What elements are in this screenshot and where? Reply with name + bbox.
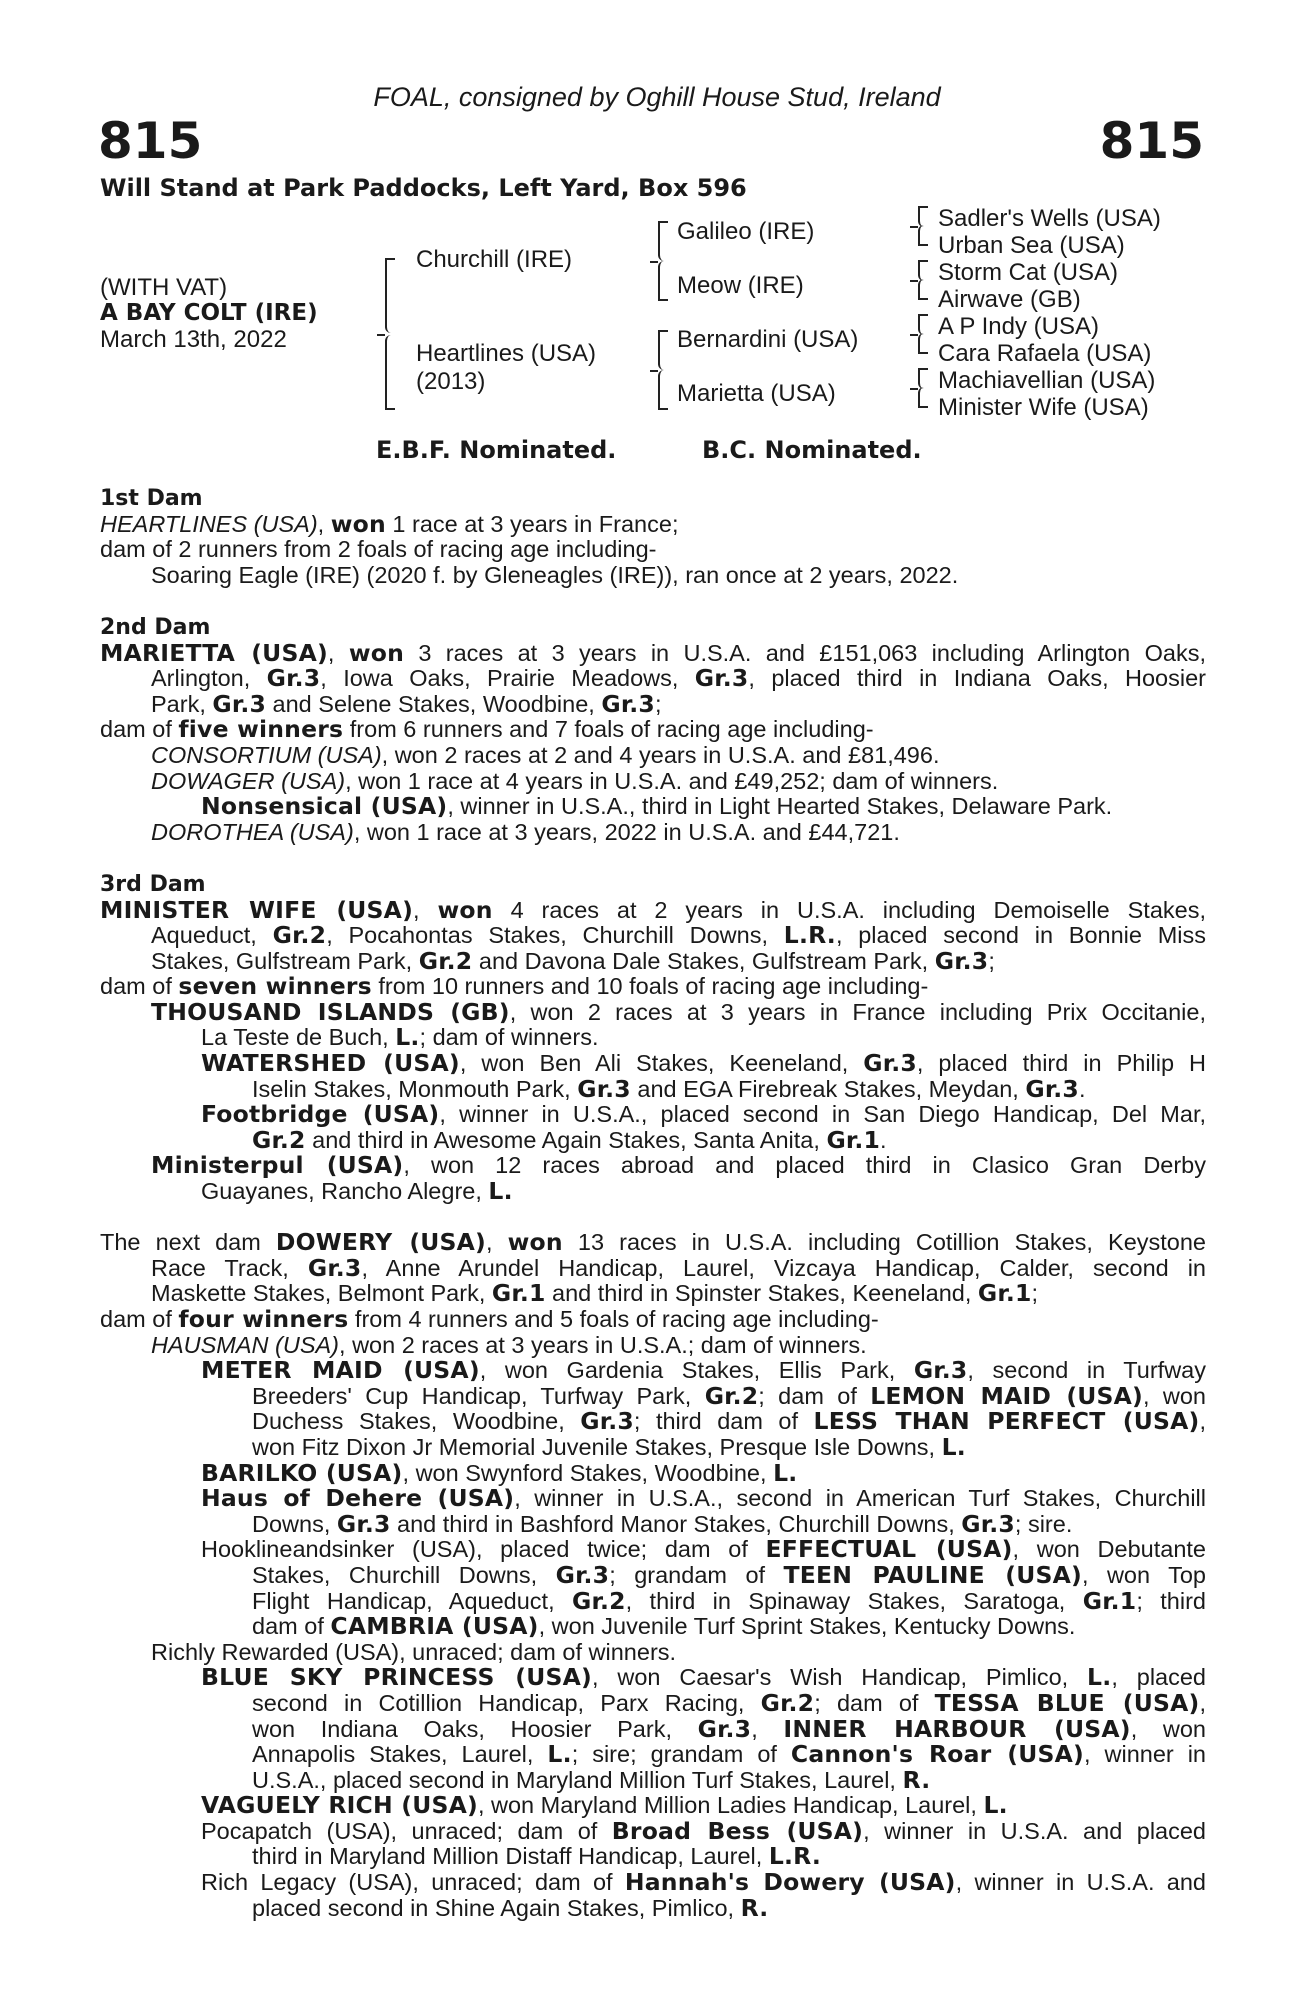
stand-location: Will Stand at Park Paddocks, Left Yard, Box 596 bbox=[100, 174, 747, 202]
text-run: Gr.2 bbox=[760, 1688, 815, 1717]
dam-year: (2013) bbox=[416, 368, 486, 395]
text-run: MARIETTA (USA) bbox=[100, 638, 328, 667]
text-run: Downs, bbox=[252, 1510, 337, 1537]
text-run: ; third dam of bbox=[633, 1408, 814, 1435]
horse-name: A BAY COLT (IRE) bbox=[100, 300, 318, 326]
text-run: ; dam of bbox=[814, 1689, 935, 1716]
text-run: Arlington, bbox=[151, 665, 267, 692]
text-run: TESSA BLUE (USA) bbox=[934, 1688, 1200, 1717]
record-line bbox=[100, 1486, 1206, 1512]
catalogue-body bbox=[100, 485, 1206, 1921]
text-run: Gr.1 bbox=[1082, 1586, 1137, 1615]
text-run: Gr.3 bbox=[863, 1049, 917, 1078]
text-run: The next dam bbox=[100, 1229, 276, 1256]
text-run: Gr.2 bbox=[272, 921, 327, 950]
record-line bbox=[100, 1844, 1206, 1870]
consignor-line: FOAL, consigned by Oghill House Stud, Ireland bbox=[373, 82, 941, 112]
text-run: Gr.3 bbox=[934, 946, 989, 975]
text-run: Park, bbox=[151, 690, 213, 717]
text-run: EFFECTUAL (USA) bbox=[765, 1535, 1013, 1564]
lot-number-left: 815 bbox=[98, 112, 203, 170]
text-run: METER MAID (USA) bbox=[201, 1356, 480, 1385]
record-line bbox=[100, 1640, 1206, 1666]
record-line bbox=[100, 638, 1206, 667]
text-run: and EGA Firebreak Stakes, Meydan, bbox=[630, 1075, 1026, 1102]
text-run: dam of bbox=[100, 973, 179, 1000]
text-run: La Teste de Buch, bbox=[201, 1024, 396, 1051]
text-run: R. bbox=[740, 1893, 769, 1922]
text-run: , bbox=[486, 1229, 508, 1256]
text-run: won bbox=[348, 638, 404, 667]
text-run: , won Swynford Stakes, Woodbine, bbox=[402, 1459, 774, 1486]
section-gap bbox=[100, 1205, 1206, 1231]
text-run: dam of bbox=[100, 716, 179, 743]
text-run: , placed third in Philip H bbox=[916, 1050, 1206, 1077]
text-run: Gr.3 bbox=[913, 1356, 968, 1385]
text-run: ; grandam of bbox=[609, 1561, 784, 1588]
text-run: DOWERY (USA) bbox=[275, 1228, 486, 1257]
text-run: , winner in U.S.A., third in Light Hearted Stakes, Delaware Park. bbox=[447, 793, 1113, 820]
text-run: , winner in U.S.A. and bbox=[955, 1869, 1206, 1896]
text-run: MINISTER WIFE (USA) bbox=[100, 895, 414, 924]
text-run: dam of 2 runners from 2 foals of racing age including- bbox=[100, 536, 657, 563]
text-run: BLUE SKY PRINCESS (USA) bbox=[201, 1663, 592, 1692]
record-line bbox=[100, 1586, 1206, 1615]
record-line bbox=[100, 946, 1206, 975]
text-run: , won Juvenile Turf Sprint Stakes, Kentucky Downs. bbox=[538, 1613, 1076, 1640]
text-run: Gr.3 bbox=[601, 689, 655, 718]
granddam-2: Urban Sea (USA) bbox=[938, 232, 1125, 259]
sire: Churchill (IRE) bbox=[416, 246, 573, 273]
text-run: placed second in Shine Again Stakes, Pimlico, bbox=[252, 1894, 741, 1921]
record-line bbox=[100, 820, 1206, 846]
text-run: WATERSHED (USA) bbox=[201, 1049, 460, 1078]
text-run: , bbox=[317, 510, 331, 537]
lot-number-right: 815 bbox=[1099, 112, 1204, 170]
dam-sire: Bernardini (USA) bbox=[677, 326, 859, 353]
record-line bbox=[100, 1409, 1206, 1435]
granddam-8: Minister Wife (USA) bbox=[938, 394, 1149, 421]
text-run: , winner in bbox=[1083, 1741, 1206, 1768]
section-heading: 3rd Dam bbox=[100, 871, 206, 897]
text-run: L. bbox=[547, 1740, 572, 1769]
record-line bbox=[100, 871, 1206, 898]
text-run: Cannon's Roar (USA) bbox=[790, 1740, 1084, 1769]
text-run: third in Maryland Million Distaff Handicap, Laurel, bbox=[252, 1843, 769, 1870]
text-run: Gr.1 bbox=[491, 1279, 546, 1308]
text-run: Gr.3 bbox=[577, 1074, 631, 1103]
foaling-date: March 13th, 2022 bbox=[100, 326, 287, 353]
record-line bbox=[100, 1793, 1206, 1819]
record-line bbox=[100, 1509, 1206, 1538]
text-run: Gr.3 bbox=[694, 664, 749, 693]
section-gap bbox=[100, 588, 1206, 614]
text-run: Gr.1 bbox=[977, 1279, 1032, 1308]
text-run: 3 races at 3 years in U.S.A. and £151,063 including Arlington Oaks, bbox=[404, 639, 1206, 666]
record-line bbox=[100, 923, 1206, 949]
record-line bbox=[100, 1893, 1206, 1922]
record-line bbox=[100, 1381, 1206, 1410]
text-run: ; dam of bbox=[758, 1382, 871, 1409]
text-run: Pocapatch (USA), unraced; dam of bbox=[201, 1817, 612, 1844]
text-run: and third in Bashford Manor Stakes, Churchill Downs, bbox=[390, 1510, 962, 1537]
text-run: , won 1 race at 4 years in U.S.A. and £49,252; dam of winners. bbox=[345, 767, 999, 794]
text-run: , bbox=[1199, 1408, 1206, 1435]
text-run: Nonsensical (USA) bbox=[201, 792, 448, 821]
text-run: , won Top bbox=[1081, 1561, 1206, 1588]
text-run: , won Debutante bbox=[1012, 1536, 1206, 1563]
text-run: won bbox=[330, 509, 386, 538]
text-run: VAGUELY RICH (USA) bbox=[201, 1791, 478, 1820]
text-run: seven winners bbox=[178, 972, 372, 1001]
text-run: L. bbox=[395, 1023, 420, 1052]
text-run: Gr.2 bbox=[252, 1125, 306, 1154]
text-run: Aqueduct, bbox=[151, 922, 273, 949]
text-run: dam of bbox=[100, 1306, 179, 1332]
text-run: , winner in U.S.A., placed second in San Diego Handicap, Del Mar, bbox=[439, 1101, 1206, 1128]
text-run: from 6 runners and 7 foals of racing age including- bbox=[343, 716, 874, 743]
record-line bbox=[100, 1230, 1206, 1256]
record-line bbox=[100, 1614, 1206, 1640]
text-run: , won bbox=[1130, 1715, 1206, 1742]
record-line bbox=[100, 1074, 1206, 1103]
text-run: Gr.3 bbox=[961, 1509, 1015, 1538]
grandsire-7: Machiavellian (USA) bbox=[938, 367, 1156, 394]
record-line bbox=[100, 1253, 1206, 1282]
grandsire-1: Sadler's Wells (USA) bbox=[938, 205, 1161, 232]
record-line bbox=[100, 1537, 1206, 1563]
text-run: , won Gardenia Stakes, Ellis Park, bbox=[479, 1357, 914, 1384]
text-run: , won 2 races at 3 years in France including Prix Occitanie, bbox=[509, 998, 1207, 1025]
text-run: Gr.3 bbox=[697, 1714, 752, 1743]
text-run: Gr.3 bbox=[580, 1407, 634, 1436]
text-run: won Fitz Dixon Jr Memorial Juvenile Stakes, Presque Isle Downs, bbox=[252, 1433, 942, 1460]
record-line bbox=[100, 1688, 1206, 1717]
text-run: , bbox=[413, 896, 438, 923]
record-line bbox=[100, 717, 1206, 743]
granddam-4: Airwave (GB) bbox=[938, 286, 1081, 313]
grandsire-3: Storm Cat (USA) bbox=[938, 259, 1119, 286]
section-gap bbox=[100, 845, 1206, 871]
vat-label: (WITH VAT) bbox=[100, 274, 228, 301]
record-line bbox=[100, 1742, 1206, 1768]
record-line bbox=[100, 1051, 1206, 1077]
text-run: LESS THAN PERFECT (USA) bbox=[813, 1407, 1200, 1436]
record-line bbox=[100, 1816, 1207, 1845]
dam: Heartlines (USA) bbox=[416, 340, 597, 367]
text-run: R. bbox=[902, 1765, 931, 1794]
text-run: Hannah's Dowery (USA) bbox=[624, 1868, 956, 1897]
text-run: four winners bbox=[178, 1305, 349, 1333]
text-run: and Selene Stakes, Woodbine, bbox=[266, 690, 602, 717]
text-run: , Anne Arundel Handicap, Laurel, Vizcaya Handicap, Calder, second in bbox=[361, 1254, 1206, 1281]
text-run: from 4 runners and 5 foals of racing age including- bbox=[348, 1306, 879, 1332]
text-run: Gr.2 bbox=[418, 946, 473, 975]
text-run: Ministerpul (USA) bbox=[151, 1151, 404, 1180]
text-run: , Iowa Oaks, Prairie Meadows, bbox=[320, 665, 695, 692]
text-run: 13 races in U.S.A. including Cotillion Stakes, Keystone bbox=[562, 1229, 1207, 1256]
bc-nominated: B.C. Nominated. bbox=[702, 436, 922, 464]
text-run: , won 1 race at 3 years, 2022 in U.S.A. and £44,721. bbox=[353, 818, 900, 845]
record-line bbox=[100, 1179, 1206, 1205]
text-run: Broad Bess (USA) bbox=[611, 1816, 864, 1845]
text-run: ; sire; grandam of bbox=[571, 1741, 791, 1768]
text-run: , placed second in Bonnie Miss bbox=[835, 922, 1207, 949]
text-run: Stakes, Churchill Downs, bbox=[252, 1561, 556, 1588]
record-line bbox=[100, 666, 1206, 692]
text-run: Gr.3 bbox=[555, 1560, 610, 1589]
text-run: LEMON MAID (USA) bbox=[870, 1381, 1143, 1410]
section-heading: 1st Dam bbox=[100, 486, 203, 511]
record-line bbox=[100, 1560, 1206, 1589]
sire-dam: Meow (IRE) bbox=[677, 272, 804, 299]
text-run: Maskette Stakes, Belmont Park, bbox=[151, 1280, 492, 1307]
sire-sire: Galileo (IRE) bbox=[677, 218, 815, 245]
text-run: Flight Handicap, Aqueduct, bbox=[252, 1587, 573, 1614]
section-heading: 2nd Dam bbox=[100, 614, 211, 640]
text-run: , winner in U.S.A., second in American Turf Stakes, Churchill bbox=[514, 1485, 1206, 1512]
text-run: HEARTLINES (USA) bbox=[100, 510, 318, 537]
record-line bbox=[100, 1307, 1206, 1333]
text-run: Breeders' Cup Handicap, Turfway Park, bbox=[252, 1382, 705, 1409]
text-run: L.R. bbox=[783, 921, 836, 950]
text-run: Race Track, bbox=[151, 1254, 308, 1281]
text-run: , won Ben Ali Stakes, Keeneland, bbox=[459, 1050, 864, 1077]
record-line bbox=[100, 1102, 1206, 1128]
text-run: , won bbox=[1143, 1382, 1206, 1409]
record-line bbox=[100, 1432, 1206, 1461]
text-run: HAUSMAN (USA) bbox=[151, 1331, 340, 1358]
record-line bbox=[100, 1333, 1206, 1359]
text-run: and third in Spinster Stakes, Keeneland, bbox=[545, 1280, 978, 1307]
record-line bbox=[100, 537, 1206, 563]
text-run: DOROTHEA (USA) bbox=[151, 818, 354, 845]
record-line bbox=[100, 1125, 1206, 1154]
text-run: 1 race at 3 years in France; bbox=[385, 510, 679, 537]
text-run: Gr.1 bbox=[826, 1125, 881, 1154]
text-run: Gr.2 bbox=[704, 1381, 759, 1410]
text-run: from 10 runners and 10 foals of racing age including- bbox=[371, 973, 929, 1000]
record-line bbox=[100, 1358, 1206, 1384]
text-run: , placed bbox=[1111, 1664, 1206, 1691]
text-run: Gr.2 bbox=[572, 1586, 626, 1615]
record-line bbox=[100, 997, 1207, 1026]
text-run: INNER HARBOUR (USA) bbox=[783, 1714, 1131, 1743]
text-run: Duchess Stakes, Woodbine, bbox=[252, 1408, 581, 1435]
text-run: Gr.3 bbox=[1025, 1074, 1079, 1103]
text-run: won bbox=[437, 895, 493, 924]
text-run: , won Caesar's Wish Handicap, Pimlico, bbox=[591, 1664, 1088, 1691]
text-run: L. bbox=[983, 1791, 1008, 1820]
text-run: CAMBRIA (USA) bbox=[330, 1612, 539, 1641]
text-run: dam of bbox=[252, 1613, 331, 1640]
record-line bbox=[100, 1714, 1206, 1743]
text-run: Iselin Stakes, Monmouth Park, bbox=[252, 1075, 578, 1102]
text-run: L. bbox=[941, 1432, 966, 1461]
text-run: Gr.3 bbox=[307, 1253, 362, 1282]
record-line bbox=[100, 614, 1206, 641]
record-line bbox=[100, 794, 1206, 820]
text-run: , second in Turfway bbox=[967, 1357, 1206, 1384]
text-run: Rich Legacy (USA), unraced; dam of bbox=[201, 1869, 625, 1896]
text-run: ; third bbox=[1136, 1587, 1206, 1614]
record-line bbox=[100, 1281, 1206, 1307]
text-run: CONSORTIUM (USA) bbox=[151, 741, 382, 768]
record-line bbox=[100, 1870, 1206, 1896]
text-run: second in Cotillion Handicap, Parx Racing, bbox=[252, 1689, 761, 1716]
text-run: Annapolis Stakes, Laurel, bbox=[252, 1741, 548, 1768]
text-run: Stakes, Gulfstream Park, bbox=[151, 947, 419, 974]
text-run: L. bbox=[1087, 1663, 1112, 1692]
text-run: ; bbox=[988, 947, 995, 974]
text-run: Gr.3 bbox=[212, 689, 266, 718]
text-run: , won Maryland Million Ladies Handicap, Laurel, bbox=[477, 1792, 984, 1819]
text-run: won Indiana Oaks, Hoosier Park, bbox=[252, 1715, 698, 1742]
text-run: U.S.A., placed second in Maryland Million Turf Stakes, Laurel, bbox=[252, 1766, 903, 1793]
text-run: five winners bbox=[178, 715, 344, 744]
text-run: L. bbox=[773, 1458, 798, 1487]
text-run: THOUSAND ISLANDS (GB) bbox=[151, 997, 510, 1026]
text-run: 4 races at 2 years in U.S.A. including Demoiselle Stakes, bbox=[492, 896, 1206, 923]
text-run: , bbox=[1199, 1689, 1206, 1716]
record-line bbox=[100, 485, 1206, 512]
text-run: , placed third in Indiana Oaks, Hoosier bbox=[748, 665, 1206, 692]
text-run: BARILKO (USA) bbox=[201, 1458, 403, 1487]
text-run: and Davona Dale Stakes, Gulfstream Park, bbox=[472, 947, 935, 974]
text-run: ; bbox=[654, 690, 662, 717]
ebf-nominated: E.B.F. Nominated. bbox=[376, 436, 617, 464]
record-line bbox=[100, 974, 1206, 1000]
text-run: DOWAGER (USA) bbox=[151, 767, 346, 794]
record-line bbox=[100, 769, 1206, 795]
text-run: Gr.3 bbox=[266, 664, 321, 693]
text-run: , won 2 races at 3 years in U.S.A.; dam of winners. bbox=[339, 1331, 867, 1358]
text-run: won bbox=[507, 1228, 563, 1257]
record-line bbox=[100, 1458, 1206, 1487]
text-run: ; bbox=[1031, 1280, 1039, 1307]
text-run: L.R. bbox=[768, 1842, 821, 1871]
record-line bbox=[100, 1025, 1206, 1051]
text-run: , bbox=[751, 1715, 784, 1742]
record-line bbox=[100, 509, 1206, 538]
granddam-6: Cara Rafaela (USA) bbox=[938, 340, 1152, 367]
record-line bbox=[100, 1153, 1206, 1179]
text-run: , won 2 races at 2 and 4 years in U.S.A. and £81,496. bbox=[381, 741, 940, 768]
text-run: . bbox=[1078, 1075, 1086, 1102]
text-run: Footbridge (USA) bbox=[201, 1100, 440, 1129]
text-run: Soaring Eagle (IRE) (2020 f. by Gleneagles (IRE)), ran once at 2 years, 2022. bbox=[151, 561, 959, 588]
record-line bbox=[100, 743, 1206, 769]
dam-dam: Marietta (USA) bbox=[677, 380, 836, 407]
text-run: ; dam of winners. bbox=[419, 1024, 599, 1051]
text-run: Gr.3 bbox=[336, 1509, 391, 1538]
text-run: Hooklineandsinker (USA), placed twice; dam of bbox=[201, 1536, 766, 1563]
text-run: Richly Rewarded (USA), unraced; dam of winners. bbox=[151, 1638, 677, 1665]
record-line bbox=[100, 563, 1206, 589]
record-line bbox=[100, 1765, 1206, 1794]
text-run: ; sire. bbox=[1014, 1510, 1073, 1537]
text-run: Haus of Dehere (USA) bbox=[201, 1484, 515, 1513]
text-run: TEEN PAULINE (USA) bbox=[783, 1560, 1082, 1589]
text-run: , third in Spinaway Stakes, Saratoga, bbox=[625, 1587, 1083, 1614]
record-line bbox=[100, 1665, 1206, 1691]
text-run: , won 12 races abroad and placed third in Clasico Gran Derby bbox=[403, 1152, 1207, 1179]
text-run: , winner in U.S.A. and placed bbox=[863, 1817, 1207, 1844]
text-run: and third in Awesome Again Stakes, Santa Anita, bbox=[305, 1126, 827, 1153]
record-line bbox=[100, 689, 1206, 718]
text-run: L. bbox=[488, 1177, 513, 1206]
text-run: Guayanes, Rancho Alegre, bbox=[201, 1178, 489, 1205]
grandsire-5: A P Indy (USA) bbox=[938, 313, 1099, 340]
record-line bbox=[100, 895, 1206, 924]
text-run: , Pocahontas Stakes, Churchill Downs, bbox=[326, 922, 784, 949]
text-run: . bbox=[880, 1126, 887, 1153]
text-run: , bbox=[327, 639, 349, 666]
